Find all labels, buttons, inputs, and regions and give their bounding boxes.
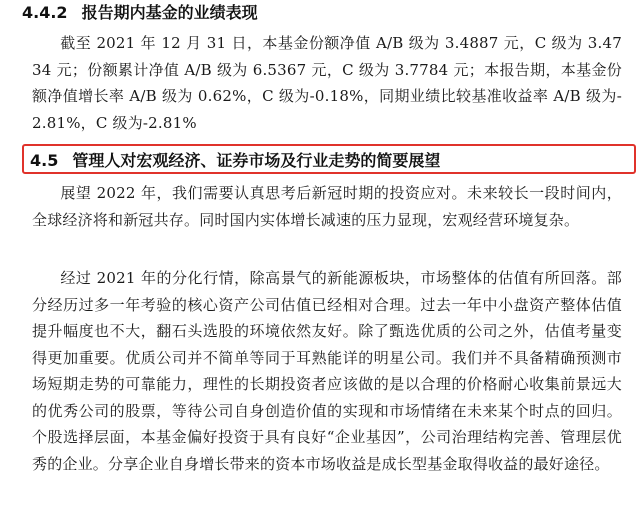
performance-text: 截至 2021 年 12 月 31 日，本基金份额净值 A/B 级为 3.4887 元，C 级为 3.4734 元；份额累计净值 A/B 级为 6.5367 元，C 级为 3.7784 元；本报告期，本基金份额净值增长率 A/B 级为 0.62%，C 级为-0.18%，同期业绩比较基准收益率 A/B 级为-2.81%，C 级为-2.81% — [32, 34, 622, 132]
section-heading-4-4-2 — [22, 3, 258, 23]
section-title: 管理人对宏观经济、证券市场及行业走势的简要展望 — [72, 151, 441, 170]
section-heading-4-5 — [30, 151, 440, 171]
section-title: 报告期内基金的业绩表现 — [81, 3, 258, 22]
outlook-paragraph-1 — [32, 180, 622, 233]
outlook-text-2: 经过 2021 年的分化行情，除高景气的新能源板块，市场整体的估值有所回落。部分经历过多一年考验的核心资产公司估值已经相对合理。过去一年中小盘资产整体估值提升幅度也不大，翻石头选股的环境依然友好。除了甄选优质的公司之外，估值考量变得更加重要。优质公司并不简单等同于耳熟能详的明星公司。我们并不具备精确预测市场短期走势的可靠能力，理性的长期投资者应该做的是以合理的价格耐心收集前景远大的优秀公司的股票，等待公司自身创造价值的实现和市场情绪在未来某个时点的回归。个股选择层面，本基金偏好投资于具有良好“企业基因”，公司治理结构完善、管理层优秀的企业。分享企业自身增长带来的资本市场收益是成长型基金取得收益的最好途径。 — [32, 269, 622, 473]
outlook-text-1: 展望 2022 年，我们需要认真思考后新冠时期的投资应对。未来较长一段时间内，全球经济将和新冠共存。同时国内实体增长减速的压力显现，宏观经营环境复杂。 — [32, 184, 622, 229]
section-number: 4.5 — [30, 151, 59, 170]
outlook-paragraph-2 — [32, 265, 622, 477]
performance-paragraph — [32, 30, 622, 136]
section-number: 4.4.2 — [22, 3, 68, 22]
